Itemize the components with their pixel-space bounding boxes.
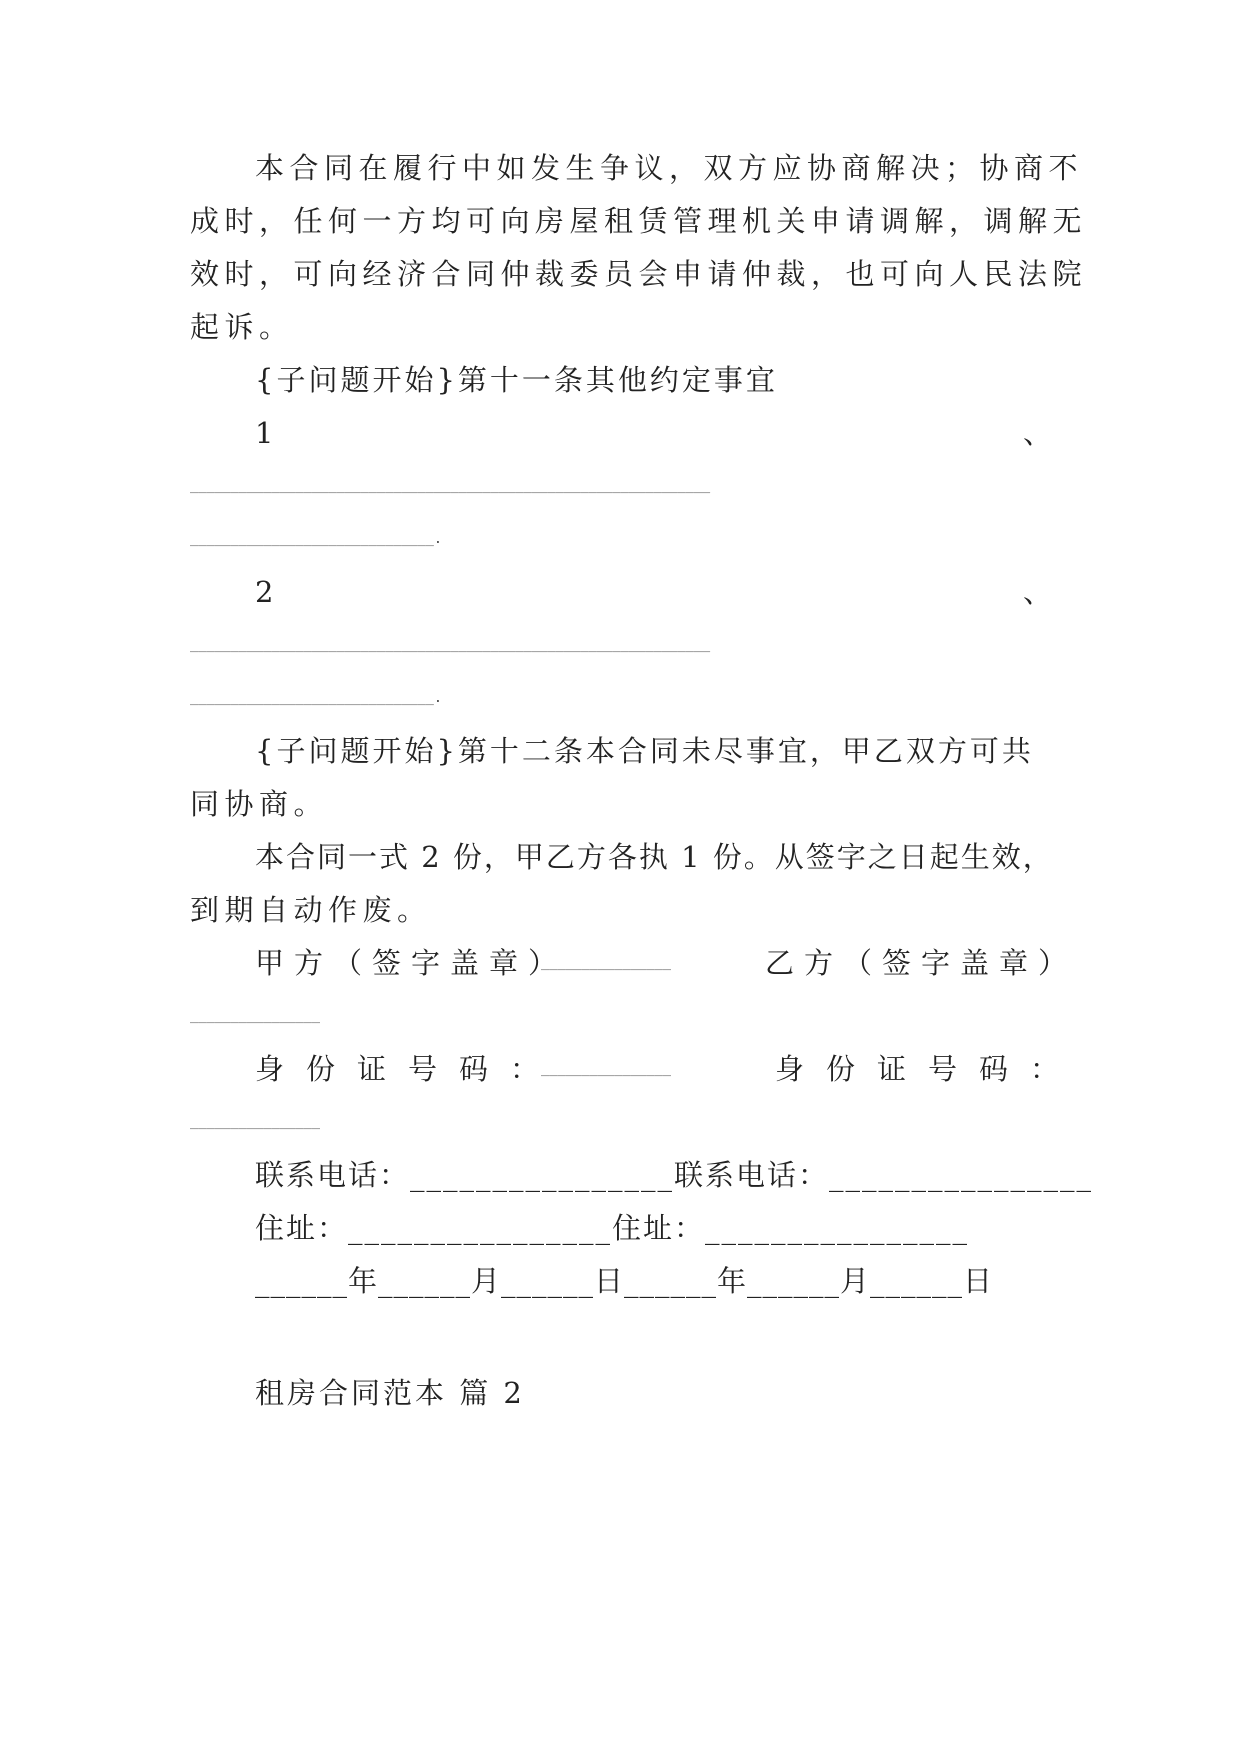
id-number-label-a: 身份证号码： (255, 1052, 562, 1086)
party-a-signature-blank: ________________ (541, 955, 672, 971)
item-2-mark: 、 (1022, 575, 1052, 609)
copies-line: 到期自动作废。 (190, 893, 432, 927)
item-2-row (255, 572, 1052, 612)
paragraph-line: 效时，可向经济合同仲裁委员会申请仲裁，也可向人民法院 (190, 257, 1088, 291)
item-1-number: 1 (255, 416, 274, 450)
item-1-row (255, 413, 1052, 453)
address-line: 住址：________________住址：________________ (255, 1211, 970, 1245)
article-12-line: 同协商。 (190, 787, 329, 821)
party-b-signature-label: 乙方（签字盖章） (765, 946, 1078, 980)
party-a-signature-label: 甲方（签字盖章） (255, 946, 568, 980)
copies-line: 本合同一式 2 份，甲乙方各执 1 份。从签字之日起生效， (255, 840, 1054, 874)
article-12-line: {子问题开始}第十二条本合同未尽事宜，甲乙双方可共 (255, 734, 1034, 768)
phone-line: 联系电话：________________联系电话：________________ (255, 1158, 1094, 1192)
item-1-blank-line: ________________________________________________________________ (190, 478, 711, 494)
id-number-blank-b: ________________ (190, 1114, 321, 1130)
item-1-blank-line-end: ______________________________. (190, 531, 442, 547)
party-b-signature-blank: ________________ (190, 1008, 321, 1024)
id-number-label-b: 身份证号码： (775, 1052, 1082, 1086)
paragraph-line: 起诉。 (190, 310, 294, 344)
item-2-blank-line-end: ______________________________. (190, 690, 442, 706)
section-heading: 租房合同范本 篇 2 (255, 1376, 525, 1410)
paragraph-line: 本合同在履行中如发生争议，双方应协商解决；协商不 (255, 151, 1084, 185)
item-1-mark: 、 (1022, 416, 1052, 450)
item-2-number: 2 (255, 575, 274, 609)
article-11-title: {子问题开始}第十一条其他约定事宜 (255, 363, 778, 397)
paragraph-line: 成时，任何一方均可向房屋租赁管理机关申请调解，调解无 (190, 204, 1088, 238)
item-2-blank-line: ________________________________________________________________ (190, 637, 711, 653)
date-line: ______年______月______日______年______月______日 (255, 1264, 994, 1298)
id-number-blank-a: ________________ (541, 1061, 672, 1077)
